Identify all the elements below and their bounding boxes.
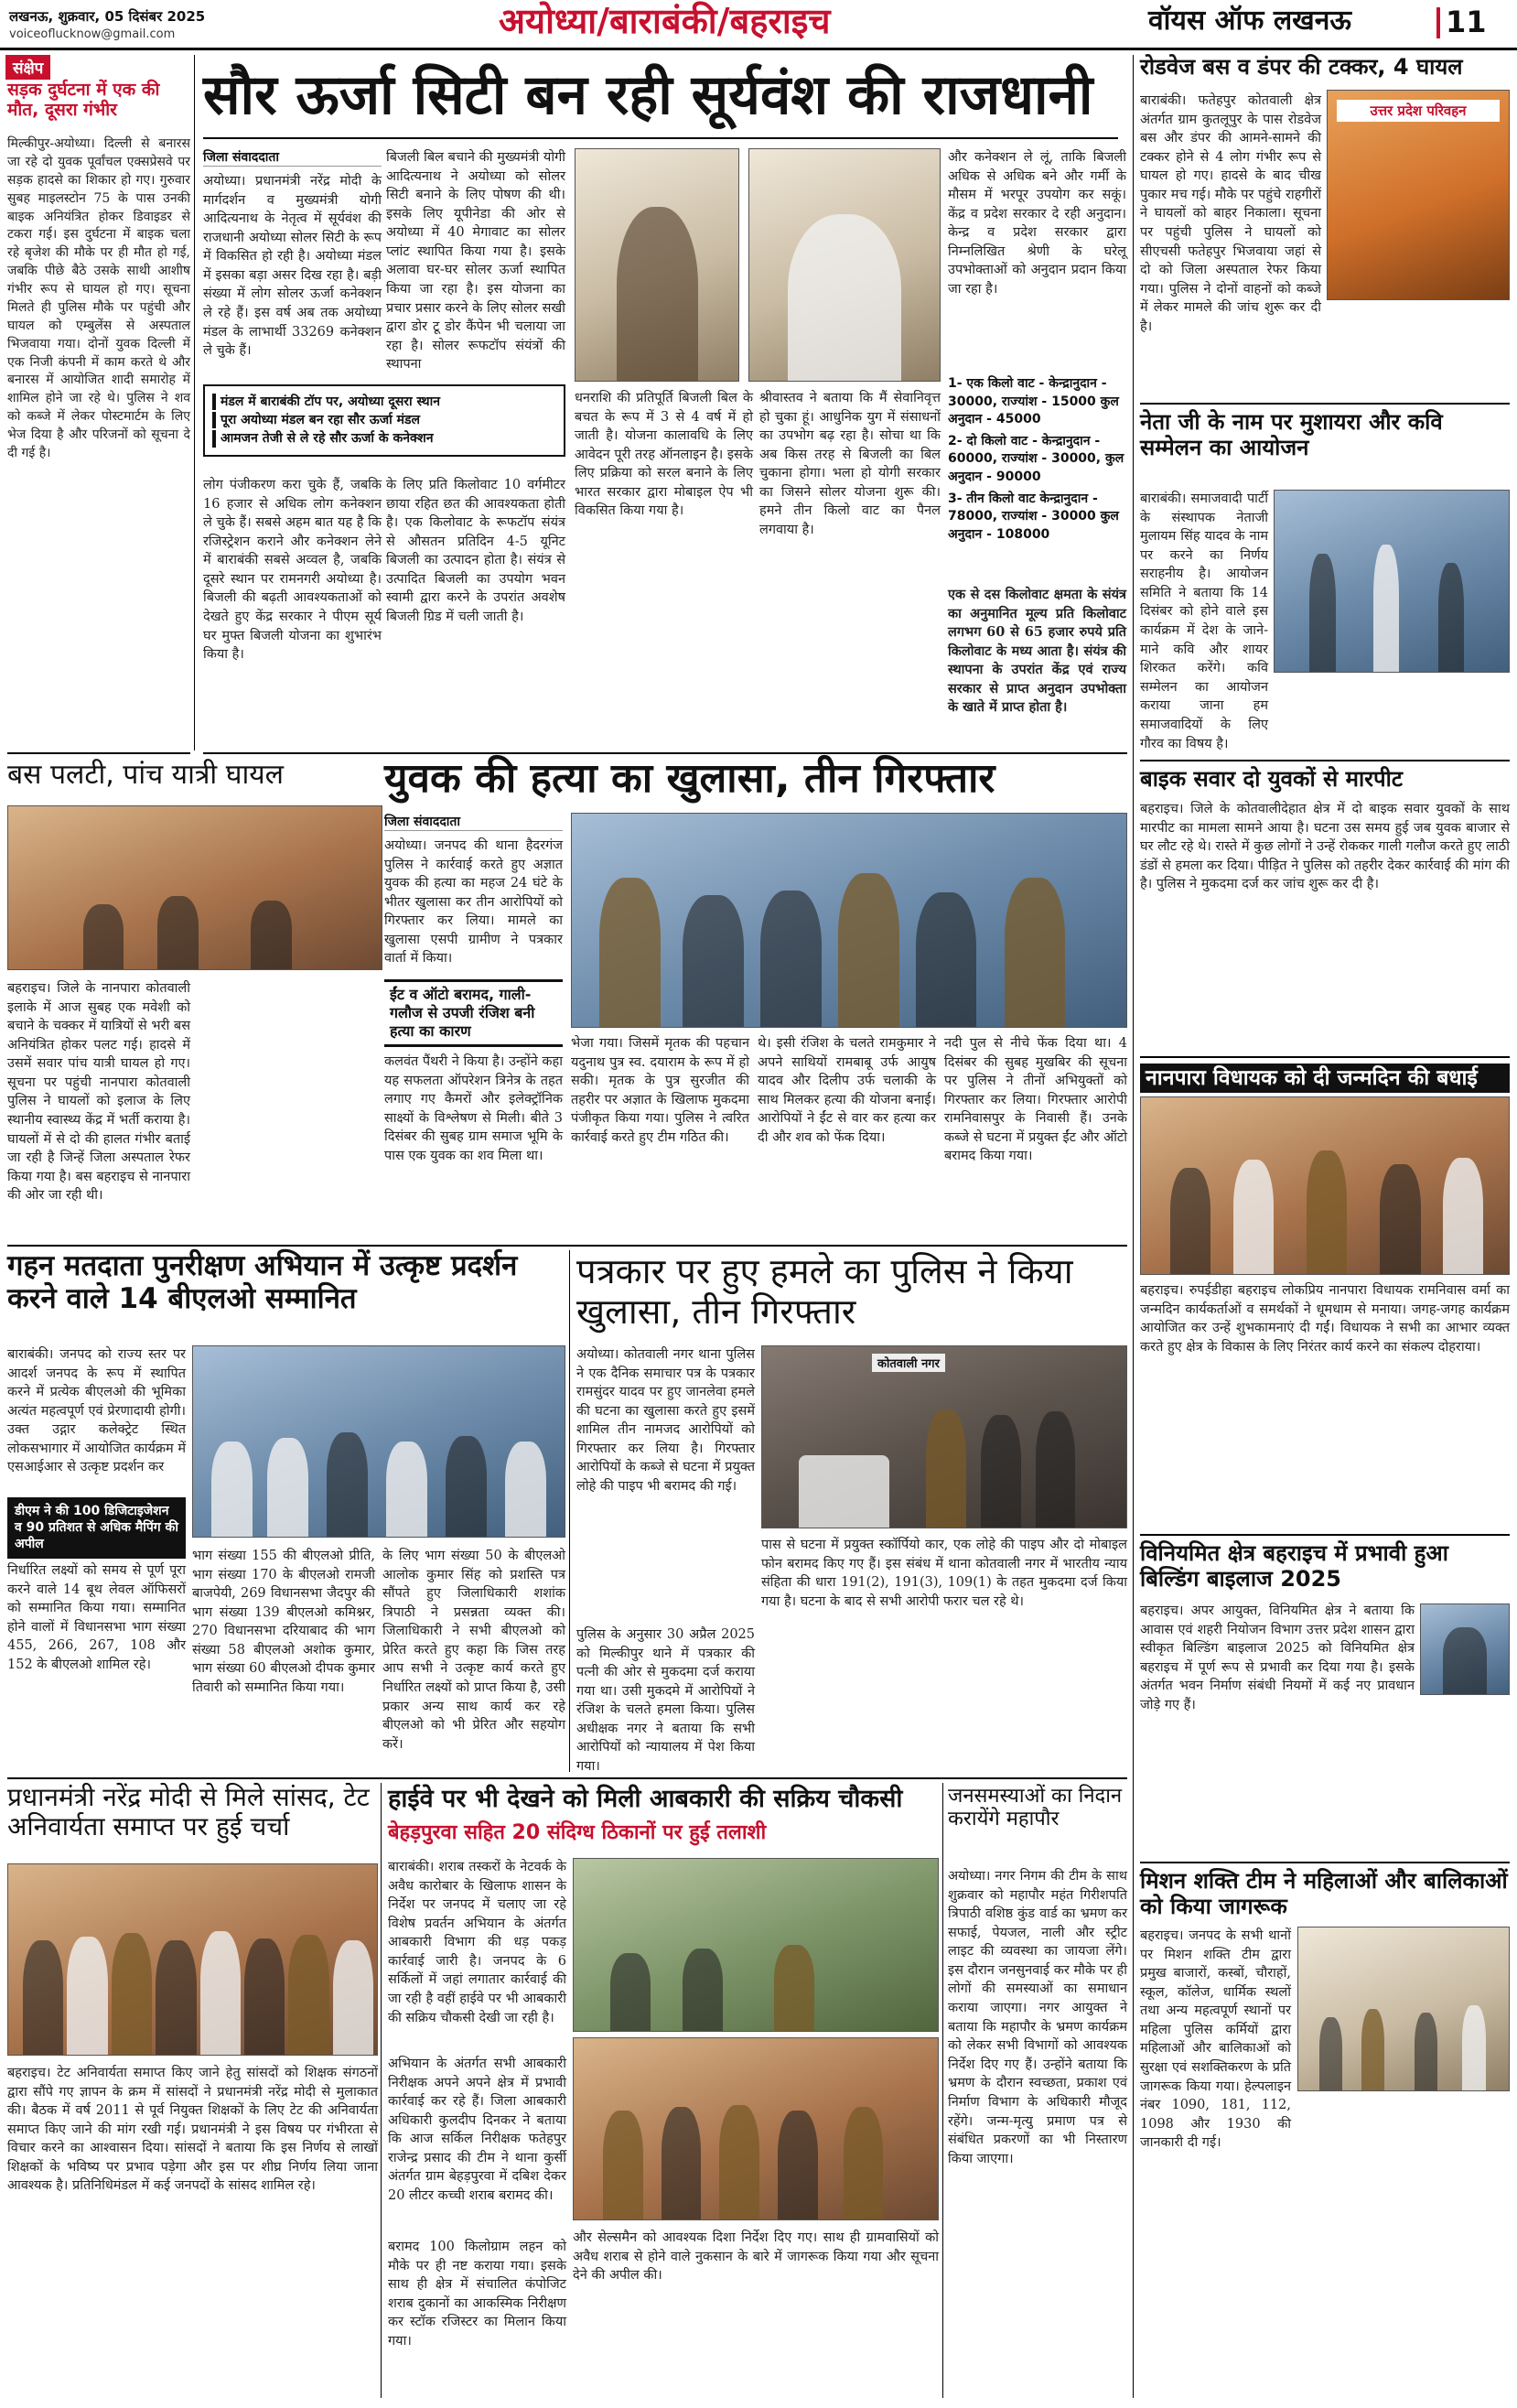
murder-body3: भेजा गया। जिसमें मृतक की पहचान यदुनाथ पुत्र स्व. दयाराम के रूप में हो सकी। मृतक के पुत्र सुरजीत की तहरीर पर अज्ञात के खिलाफ मुकदमा पंजीकृत किया गया। पुलिस ने त्वरित कार्रवाई करते हुए टीम गठित की।	[571, 1036, 749, 1145]
journalist-body2: पुलिस के अनुसार 30 अप्रैल 2025 को मिल्कीपुर थाने में पत्रकार की पत्नी की ओर से मुकदमा दर्ज कराया गया था। उसी मुकदमे में आरोपियों ने रंजिश के चलते हमला किया। पुलिस अधीक्षक नगर ने बताया कि सभी आरोपियों को न्यायालय में पेश किया गया।	[576, 1627, 755, 1775]
main-body3: लोग पंजीकरण करा चुके हैं, जबकि 16 हजार से अधिक लोग कनेक्शन ले चुके हैं। सबसे अहम बात यह है कि रजिस्ट्रेशन कराने और कनेक्शन लेने में बाराबंकी सबसे अव्वल है, जबकि दूसरे स्थान पर रामनगरी अयोध्या है। बिजली की बढ़ती आवश्यकताओं को देखते हुए केंद्र सरकार ने पीएम सूर्य घर मुफ्त बिजली योजना का शुभारंभ किया है।	[203, 478, 382, 663]
sidebar-label: संक्षेप	[5, 55, 50, 80]
pm-headline: प्रधानमंत्री नरेंद्र मोदी से मिले सांसद, टेट अनिवार्यता समाप्त पर हुई चर्चा	[7, 1782, 370, 1842]
main-body4: के लिए प्रति किलोवाट 10 वर्गमीटर छाया रहित छत की आवश्यकता होती है। एक किलोवाट के रूफटॉप संयंत्र से औसतन प्रतिदिन 4-5 यूनिट बिजली का उत्पादन होता है। संयंत्र से उत्पादित बिजली का उपयोग भवन स्वामी द्वारा करने के उपरांत अवशेष बिजली ग्रिड में चली जाती है।	[386, 478, 565, 625]
murder-body5: नदी पुल से नीचे फेंक दिया था। 4 दिसंबर की सुबह मुखबिर की सूचना पर पुलिस ने तीनों अभियुक्तों को गिरफ्तार कर लिया। गिरफ्तार आरोपी रामनिवासपुर के निवासी हैं। उनके कब्जे से घटना में प्रयुक्त ईंट और ऑटो बरामद किया गया।	[944, 1036, 1127, 1164]
divider-voters	[7, 1245, 1127, 1247]
voters-headline: गहन मतदाता पुनरीक्षण अभियान में उत्कृष्ट प्रदर्शन करने वाले 14 बीएलओ सम्मानित	[7, 1249, 518, 1315]
s1-body: बाराबंकी। फतेहपुर कोतवाली क्षेत्र अंतर्गत ग्राम कुतलूपुर के पास रोडवेज बस और डंपर की आमने-सामने की टक्कर होने से 4 लोग गंभीर रूप से घायल हो गए। हादसे के बाद चीख पुकार मच गई। मौके पर पहुंचे राहगीरों ने घायलों को बाहर निकाला। सूचना पर पहुंची पुलिस ने घायलों को सीएचसी फतेहपुर भिजवाया जहां से दो को जिला अस्पताल रेफर किया गया। पुलिस ने दोनों वाहनों को कब्जे में लेकर मामले की जांच शुरू कर दी है।	[1140, 93, 1321, 334]
subsidy-list	[948, 375, 1126, 544]
divider-pm	[7, 1777, 1127, 1779]
s2-body: बाराबंकी। समाजवादी पार्टी के संस्थापक नेताजी मुलायम सिंह यादव के नाम पर करने का निर्णय सराहनीय है। आयोजन समिति ने बताया कि 14 दिसंबर को होने वाले इस कार्यक्रम में देश के जाने-माने कवि और शायर शिरकत करेंगे। कवि सम्मेलन का आयोजन कराया जाना हम समाजवादियों के लिए गौरव का विषय है।	[1140, 491, 1268, 751]
divider-s3	[1140, 760, 1510, 761]
brand-name: वॉयस ऑफ लखनऊ	[1148, 5, 1351, 37]
email-line: voiceoflucknow@gmail.com	[9, 27, 176, 41]
subsidy-2kw: 2- दो किलो वाट - केन्द्रानुदान - 60000, राज्यांश - 30000, कुल अनुदान - 90000	[948, 433, 1124, 484]
s6-headline: मिशन शक्ति टीम ने महिलाओं और बालिकाओं को किया जागरूक	[1140, 1868, 1508, 1919]
page-number: 11	[1446, 5, 1487, 39]
voters-body4: के लिए भाग संख्या 50 के बीएलओ आलोक कुमार सिंह को प्रशस्ति पत्र सौंपते हुए जिलाधिकारी शशांक त्रिपाठी ने प्रसन्नता व्यक्त की। जिलाधिकारी ने सभी बीएलओ को प्रेरित करते हुए कहा कि जिस तरह आप सभी ने उत्कृष्ट कार्य करते हुए निर्धारित लक्ष्यों को प्राप्त किया है, उसी प्रकार अन्य साथ कार्य कर रहे बीएलओ को भी प्रेरित और सहयोग करें।	[382, 1549, 565, 1752]
birthday-photo	[1140, 1096, 1510, 1275]
s6-body: बहराइच। जनपद के सभी थानों पर मिशन शक्ति टीम द्वारा प्रमुख बाजारों, कस्बों, चौराहों, स्कूल, कॉलेज, धार्मिक स्थलों तथा अन्य महत्वपूर्ण स्थानों पर महिला पुलिस कर्मियों द्वारा महिलाओं और बालिकाओं को सुरक्षा एवं सशक्तिकरण के प्रति जागरूक किया गया। हेल्पलाइन नंबर 1090, 181, 112, 1098 और 1930 की जानकारी दी गई।	[1140, 1928, 1291, 2151]
portrait-photo-2	[748, 148, 941, 382]
police-press-photo	[571, 813, 1127, 1028]
s4-headline: नानपारा विधायक को दी जन्मदिन की बधाई	[1140, 1064, 1510, 1093]
column-rule-right	[1133, 55, 1134, 2398]
kotwali-sign: कोतवाली नगर	[872, 1354, 945, 1372]
voters-body2: निर्धारित लक्ष्यों को समय से पूर्ण पूरा करने वाले 14 बूथ लेवल ऑफिसरों को सम्मानित किया गया। सम्मानित होने वालों में विधानसभा भाग संख्या 455, 266, 267, 108 और 152 के बीएलओ शामिल रहे।	[7, 1563, 186, 1672]
brief2-headline: बस पलटी, पांच यात्री घायल	[7, 759, 284, 791]
journalist-body3: पास से घटना में प्रयुक्त स्कॉर्पियो कार, एक लोहे की पाइप और दो मोबाइल फोन बरामद किए गए हैं। इस संबंध में थाना कोतवाली नगर में भारतीय न्याय संहिता की धारा 191(2), 191(3), 109(1) के तहत मुकदमा दर्ज किया गया है। घटना के बाद से सभी आरोपी फरार चल रहे थे।	[761, 1538, 1127, 1609]
divider-sidebar	[7, 752, 190, 754]
main-callout	[203, 384, 565, 457]
brand-divider	[1436, 7, 1440, 38]
s5-headline: विनियमित क्षेत्र बहराइच में प्रभावी हुआ बिल्डिंग बाइलाज 2025	[1140, 1540, 1448, 1592]
excise-body3: बरामद 100 किलोग्राम लहन को मौके पर ही नष्ट कराया गया। इसके साथ ही क्षेत्र में संचालित कंपोजिट शराब दुकानों का आकस्मिक निरीक्षण कर स्टॉक रजिस्टर का मिलान किया गया।	[388, 2240, 566, 2349]
s1-headline: रोडवेज बस व डंपर की टक्कर, 4 घायल	[1140, 54, 1463, 80]
callout-line3: आमजन तेजी से ले रहे सौर ऊर्जा के कनेक्शन	[212, 430, 556, 447]
brief1-headline: सड़क दुर्घटना में एक की मौत, दूसरा गंभीर	[7, 80, 160, 120]
main-body8: एक से दस किलोवाट क्षमता के संयंत्र का अनुमानित मूल्य प्रति किलोवाट लगभग 60 से 65 हजार रुपये प्रति किलोवाट के मध्य आता है। संयंत्र की स्थापना के उपरांत केंद्र एवं राज्य सरकार से प्राप्त अनुदान उपभोक्ता के खाते में प्राप्त होता है।	[948, 587, 1126, 716]
main-body5: धनराशि की प्रतिपूर्ति बिजली बिल के बचत के रूप में 3 से 4 वर्ष में हो जाती है। योजना कालावधि के लिए आवेदन पूरी तरह ऑनलाइन है। इसके लिए प्रक्रिया को सरल बनाने के लिए भारत सरकार द्वारा मोबाइल ऐप भी विकसित किया गया है।	[575, 391, 753, 519]
mayor-headline: जनसमस्याओं का निदान करायेंगे महापौर	[948, 1785, 1123, 1831]
subsidy-3kw: 3- तीन किलो वाट केन्द्रानुदान - 78000, राज्यांश - 30000 कुल अनुदान - 108000	[948, 491, 1119, 542]
bus-photo	[7, 805, 382, 970]
brief1-body: मिल्कीपुर-अयोध्या। दिल्ली से बनारस जा रहे दो युवक पूर्वांचल एक्सप्रेसवे पर सड़क हादसे का शिकार हो गए। गुरुवार सुबह माइलस्टोन 75 के पास उनकी बाइक अनियंत्रित होकर डिवाइडर से टकरा गई। इस दुर्घटना में बाइक चला रहे बृजेश की मौके पर ही मौत हो गई, जबकि पीछे बैठे उसके साथी आशीष गंभीर रूप से घायल हो गए। सूचना मिलते ही पुलिस मौके पर पहुंची और घायल को एम्बुलेंस से अस्पताल भिजवाया गया। दोनों युवक दिल्ली में एक निजी कंपनी में काम करते थे और बनारस में आयोजित शादी समारोह में शामिल होने जा रहे थे। पुलिस ने शव को कब्जे में लेकर पोस्टमार्टम के लिए भेज दिया है और परिजनों को सूचना दे दी गई है।	[7, 136, 190, 460]
s3-headline: बाइक सवार दो युवकों से मारपीट	[1140, 766, 1403, 792]
divider-murder	[203, 752, 1127, 754]
excise-body2: अभियान के अंतर्गत सभी आबकारी निरीक्षक अपने अपने क्षेत्र में प्रभावी कार्रवाई कर रहे हैं। जिला आबकारी अधिकारी कुलदीप दिनकर ने बताया कि आज सर्किल निरीक्षक फतेहपुर राजेन्द्र प्रसाद की टीम ने थाना कुर्सी अंतर्गत ग्राम बेहड़पुरवा में दबिश देकर 20 लीटर कच्ची शराब बरामद की।	[388, 2057, 566, 2204]
divider-s4	[1140, 1056, 1510, 1058]
murder-headline: युवक की हत्या का खुलासा, तीन गिरफ्तार	[384, 755, 995, 802]
excise-subhead: बेहड़पुरवा सहित 20 संदिग्ध ठिकानों पर हुई तलाशी	[388, 1821, 767, 1844]
journalist-body1: अयोध्या। कोतवाली नगर थाना पुलिस ने एक दैनिक समाचार पत्र के पत्रकार रामसुंदर यादव पर हुए जानलेवा हमले की घटना का खुलासा करते हुए इसमें शामिल तीन नामजद आरोपियों को गिरफ्तार कर लिया है। गिरफ्तार आरोपियों के कब्जे से घटना में प्रयुक्त लोहे की पाइप भी बरामद की गई।	[576, 1347, 755, 1495]
divider-s6	[1140, 1862, 1510, 1863]
murder-body2: कलवंत पैंथरी ने किया है। उन्होंने कहा यह सफलता ऑपरेशन त्रिनेत्र के तहत लगाए गए कैमरों और इलेक्ट्रॉनिक साक्ष्यों के विश्लेषण से मिली। बीते 3 दिसंबर की सुबह ग्राम समाज भूमि के पास एक युवक का शव मिला था।	[384, 1054, 563, 1163]
kotwali-photo	[761, 1345, 1127, 1528]
main-byline: जिला संवाददाता	[203, 148, 382, 167]
journalist-headline: पत्रकार पर हुए हमले का पुलिस ने किया खुलासा, तीन गिरफ्तार	[576, 1251, 1073, 1332]
pm-meeting-photo	[7, 1863, 378, 2056]
murder-byline: जिला संवाददाता	[384, 813, 563, 831]
main-headline: सौर ऊर्जा सिटी बन रही सूर्यवंश की राजधानी	[203, 63, 1093, 127]
s1-body-cont	[1140, 307, 1510, 398]
excise-headline: हाईवे पर भी देखने को मिली आबकारी की सक्रिय चौकसी	[388, 1785, 903, 1813]
bus-sign: उत्तर प्रदेश परिवहन	[1337, 100, 1500, 122]
pm-body: बहराइच। टेट अनिवार्यता समाप्त किए जाने हेतु सांसदों को शिक्षक संगठनों द्वारा सौंपे गए ज्ञापन के क्रम में सांसदों ने प्रधानमंत्री नरेंद्र मोदी से मुलाकात की। बैठक में वर्ष 2011 से पूर्व नियुक्त शिक्षकों के लिए टेट की अनिवार्यता समाप्त किए जाने की मांग रखी गई। प्रधानमंत्री ने इस विषय पर गंभीरता से विचार करने का आश्वासन दिया। सांसदों ने बताया कि इस निर्णय से लाखों शिक्षकों के भविष्य पर प्रभाव पड़ेगा और इस पर शीघ्र निर्णय लिया जाना आवश्यक है। प्रतिनिधिमंडल में कई जनपदों के सांसद शामिल रहे।	[7, 2066, 378, 2194]
voters-body3: भाग संख्या 155 की बीएलओ प्रीति, भाग संख्या 170 के बीएलओ रामजी बाजपेयी, 269 विधानसभा जैदपुर की भाग संख्या 139 बीएलओ कमिश्नर, 270 विधानसभा दरियाबाद की भाग संख्या 58 बीएलओ अशोक कुमार, भाग संख्या 60 बीएलओ दीपक कुमार तिवारी को सम्मानित किया गया।	[192, 1549, 375, 1696]
portrait-photo-1	[575, 148, 739, 382]
brief2-body: बहराइच। जिले के नानपारा कोतवाली इलाके में आज सुबह एक मवेशी को बचाने के चक्कर में यात्रियों से भरी बस अनियंत्रित होकर पलट गई। हादसे में उसमें सवार पांच यात्री घायल हो गए। सूचना पर पहुंची नानपारा कोतवाली पुलिस ने घायलों को इलाज के लिए स्थानीय स्वास्थ्य केंद्र में भर्ती कराया है। घायलों में से दो की हालत गंभीर बताई जा रही है जिन्हें जिला अस्पताल रेफर किया गया है। बस बहराइच से नानपारा की ओर जा रही थी।	[7, 981, 190, 1204]
excise-raid-photo-1	[573, 1858, 939, 2032]
main-body1: अयोध्या। प्रधानमंत्री नरेंद्र मोदी के मार्गदर्शन व मुख्यमंत्री योगी आदित्यनाथ के नेतृत्व में सूर्यवंश की राजधानी अयोध्या सोलर सिटी के रूप में विकसित हो रही है। अयोध्या मंडल में इसका बड़ा असर दिख रहा है। बड़ी संख्या में लोग सोलर ऊर्जा कनेक्शन ले रहे हैं। इस वर्ष अब तक अयोध्या मंडल के लाभार्थी 33269 कनेक्शन ले चुके हैं।	[203, 174, 382, 359]
column-rule-mayor	[942, 1783, 943, 2398]
voters-body1: बाराबंकी। जनपद को राज्य स्तर पर आदर्श जनपद के रूप में स्थापित करने में प्रत्येक बीएलओ की भूमिका अत्यंत महत्वपूर्ण एवं प्रेरणादायी होगी। उक्त उद्गार कलेक्ट्रेट स्थित लोकसभागार में आयोजित कार्यक्रम में एसआईआर से उत्कृष्ट प्रदर्शन कर	[7, 1347, 186, 1475]
subsidy-1kw: 1- एक किलो वाट - केन्द्रानुदान - 30000, राज्यांश - 15000 कुल अनुदान - 45000	[948, 376, 1119, 427]
column-rule-left	[194, 55, 195, 750]
mission-shakti-photo	[1297, 1927, 1510, 2091]
s5-body: बहराइच। अपर आयुक्त, विनियमित क्षेत्र ने बताया कि आवास एवं शहरी नियोजन विभाग उत्तर प्रदेश शासन द्वारा स्वीकृत बिल्डिंग बाइलाज 2025 को विनियमित क्षेत्र बहराइच में पूर्ण रूप से प्रभावी कर दिया गया है। इसके अंतर्गत भवन निर्माण संबंधी नियमों में कई नए प्रावधान जोड़े गए हैं।	[1140, 1604, 1415, 1712]
murder-body4: थे। इसी रंजिश के चलते रामकुमार ने अपने साथियों रामबाबू उर्फ आयुष यादव और दिलीप उर्फ चलाकी के साथ मिलकर हत्या की योजना बनाई। आरोपियों ने ईंट से वार कर हत्या कर दी और शव को फेंक दिया।	[758, 1036, 936, 1145]
s4-body: बहराइच। रुपईडीहा बहराइच लोकप्रिय नानपारा विधायक रामनिवास वर्मा का जन्मदिन कार्यकर्ताओं व समर्थकों ने धूमधाम से मनाया। जगह-जगह कार्यक्रम आयोजित कर उन्हें शुभकामनाएं दी गईं। विधायक ने सभी का आभार व्यक्त करते हुए क्षेत्र के विकास के लिए निरंतर कार्य करने का संकल्प दोहराया।	[1140, 1283, 1510, 1355]
bus-crash-photo	[1327, 90, 1510, 300]
murder-body1: अयोध्या। जनपद की थाना हैदरगंज पुलिस ने कार्रवाई करते हुए अज्ञात युवक की हत्या का महज 24 घंटे के भीतर खुलासा कर तीन आरोपियों को गिरफ्तार कर लिया। मामले का खुलासा एसपी ग्रामीण ने पत्रकार वार्ता में किया।	[384, 838, 563, 966]
callout-line2: पूरा अयोध्या मंडल बन रहा सौर ऊर्जा मंडल	[212, 412, 556, 428]
date-line: लखनऊ, शुक्रवार, 05 दिसंबर 2025	[9, 8, 206, 25]
excise-body4: और सेल्समैन को आवश्यक दिशा निर्देश दिए गए। साथ ही ग्रामवासियों को अवैध शराब से होने वाले नुकसान के बारे में जागरूक किया गया और सूचना देने की अपील की।	[573, 2230, 939, 2284]
excise-body1: बाराबंकी। शराब तस्करों के नेटवर्क के अवैध कारोबार के खिलाफ शासन के निर्देश पर जनपद में चलाए जा रहे विशेष प्रवर्तन अभियान के अंतर्गत आबकारी विभाग की धड़ पकड़ कार्रवाई जारी है। जनपद के 6 सर्किलों में जहां लगातार कार्रवाई की जा रही है वहीं हाईवे पर भी आबकारी की सक्रिय चौकसी देखी जा रही है।	[388, 1860, 566, 2025]
main-headline-rule	[203, 137, 1118, 139]
sammelan-photo	[1274, 490, 1510, 673]
divider-s5	[1140, 1534, 1510, 1536]
masthead-rule	[0, 48, 1517, 50]
murder-callout: ईंट व ऑटो बरामद, गाली-गलौज से उपजी रंजिश बनी हत्या का कारण	[384, 979, 563, 1047]
column-rule-excise	[381, 1783, 382, 2398]
s2-headline: नेता जी के नाम पर मुशायरा और कवि सम्मेलन का आयोजन	[1140, 409, 1443, 460]
excise-raid-photo-2	[573, 2037, 939, 2220]
main-body6: श्रीवास्तव ने बताया कि मैं सेवानिवृत्त हो चुका हूं। आधुनिक युग में संसाधनों का उपभोग बढ़ रहा है। सोचा था कि अब किस तरह से बिजली का बिल चुकाना होगा। भला हो योगी सरकार का जिसने सोलर योजना शुरू की। हमने तीन किलो वाट का पैनल लगवाया है।	[759, 391, 941, 538]
voters-boxnote: डीएम ने की 100 डिजिटाइजेशन व 90 प्रतिशत से अधिक मैपिंग की अपील	[7, 1497, 186, 1559]
callout-line1: मंडल में बाराबंकी टॉप पर, अयोध्या दूसरा स्थान	[212, 394, 556, 410]
blo-award-photo	[192, 1345, 565, 1538]
main-body2: बिजली बिल बचाने की मुख्यमंत्री योगी आदित्यनाथ ने अयोध्या को सोलर सिटी बनाने के लिए पोषण की थी। इसके लिए यूपीनेडा की ओर से अयोध्या में 40 मेगावाट का सोलर प्लांट स्थापित किया गया है। इसके अलावा घर-घर सोलर ऊर्जा स्थापित किया जा रहा है। इस योजना का प्रचार प्रसार करने के लिए सोलर सखी द्वारा डोर टू डोर कैंपेन भी चलाया जा रहा है। सोलर रूफटॉप संयंत्रों की स्थापना	[386, 150, 565, 373]
mayor-body: अयोध्या। नगर निगम की टीम के साथ शुक्रवार को महापौर महंत गिरीशपति त्रिपाठी वशिष्ठ कुंड वार्ड का भ्रमण कर सफाई, पेयजल, नाली और स्ट्रीट लाइट की व्यवस्था का जायजा लेंगे। इस दौरान जनसुनवाई कर मौके पर ही लोगों की समस्याओं का समाधान कराया जाएगा। नगर आयुक्त ने बताया कि महापौर के भ्रमण कार्यक्रम को लेकर सभी विभागों को आवश्यक निर्देश दिए गए हैं। उन्होंने बताया कि भ्रमण के दौरान स्वच्छता, प्रकाश एवं निर्माण विभाग के अधिकारी मौजूद रहेंगे। जन्म-मृत्यु प्रमाण पत्र से संबंधित प्रकरणों का भी निस्तारण किया जाएगा।	[948, 1869, 1127, 2166]
main-body7: और कनेक्शन ले लूं, ताकि बिजली अधिक से अधिक बने और गर्मी के मौसम में भरपूर उपयोग कर सकूं। केंद्र व प्रदेश सरकार दे रही अनुदान। केन्द्र व प्रदेश सरकार द्वारा निम्नलिखित श्रेणी के घरेलू उपभोक्ताओं को अनुदान प्रदान किया जा रहा है।	[948, 150, 1126, 297]
divider-s2	[1140, 403, 1510, 405]
s3-body: बहराइच। जिले के कोतवालीदेहात क्षेत्र में दो बाइक सवार युवकों के साथ मारपीट का मामला सामने आया है। घटना उस समय हुई जब युवक बाजार से घर लौट रहे थे। रास्ते में कुछ लोगों ने उन्हें रोककर गाली गलौज करते हुए लाठी डंडों से हमला कर दिया। पीड़ित ने पुलिस को तहरीर देकर कार्रवाई की मांग की है। पुलिस ने मुकदमा दर्ज कर जांच शुरू कर दी है।	[1140, 802, 1510, 892]
column-rule-mid	[569, 1250, 570, 1772]
official-photo	[1420, 1604, 1510, 1695]
section-title: अयोध्या/बाराबंकी/बहराइच	[499, 1, 831, 41]
